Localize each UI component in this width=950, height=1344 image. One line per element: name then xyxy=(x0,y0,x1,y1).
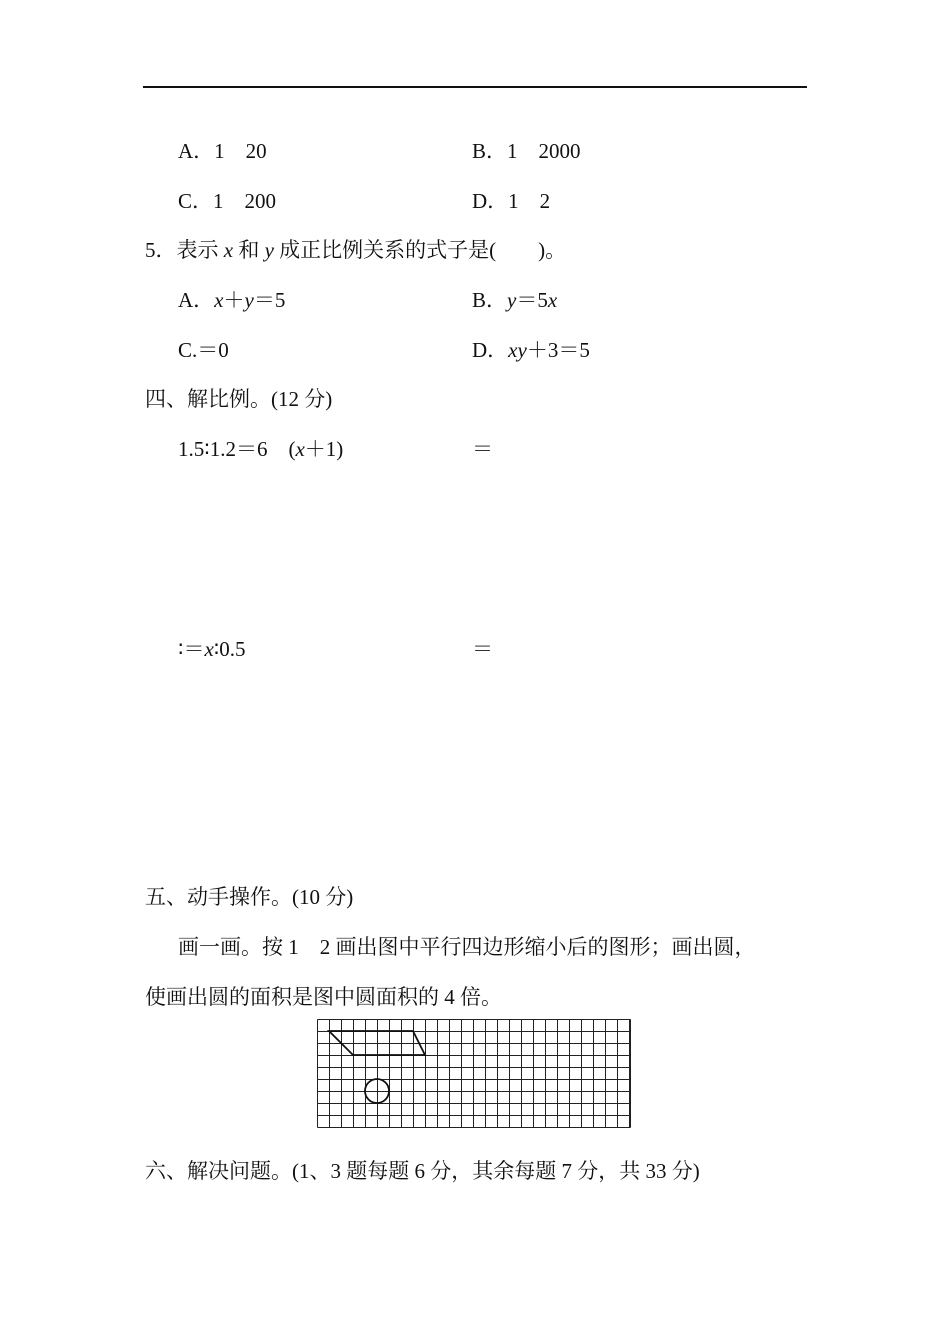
q5-number: 5． xyxy=(145,238,177,262)
q5-option-b: B．y＝5x xyxy=(472,288,558,312)
q5-option-d: D．xy＋3＝5 xyxy=(472,338,590,362)
equation-1: 1.5∶1.2＝6 (x＋1) xyxy=(178,437,344,461)
q5-question: 5．表示 x 和 y 成正比例关系的式子是( )。 xyxy=(145,238,567,262)
q4-option-a: A．1 20 xyxy=(178,139,267,163)
q5-option-c: C.＝0 xyxy=(178,338,229,362)
section6-heading: 六、解决问题。(1、3 题每题 6 分，其余每题 7 分，共 33 分) xyxy=(145,1159,700,1183)
equation-3: ∶＝x∶0.5 xyxy=(178,637,246,661)
section5-instruction-line2: 使画出圆的面积是图中圆面积的 4 倍。 xyxy=(145,985,502,1009)
q4-option-d: D．1 2 xyxy=(472,189,551,213)
equation-4-placeholder: ＝ xyxy=(472,637,493,661)
section5-instruction-line1: 画一画。按 1 2 画出图中平行四边形缩小后的图形；画出圆， xyxy=(178,935,756,959)
drawing-grid xyxy=(317,1019,631,1128)
grid-lines xyxy=(318,1020,631,1128)
grid-figure xyxy=(317,1019,631,1128)
equation-2-placeholder: ＝ xyxy=(472,437,493,461)
var-y: y xyxy=(264,238,274,262)
q4-option-b: B．1 2000 xyxy=(472,139,581,163)
section5-heading: 五、动手操作。(10 分) xyxy=(145,885,354,909)
var-x: x xyxy=(223,238,234,262)
q5-option-a: A．x＋y＝5 xyxy=(178,288,286,312)
header-rule xyxy=(143,86,807,88)
q4-option-c: C．1 200 xyxy=(178,189,277,213)
section4-heading: 四、解比例。(12 分) xyxy=(145,387,333,411)
